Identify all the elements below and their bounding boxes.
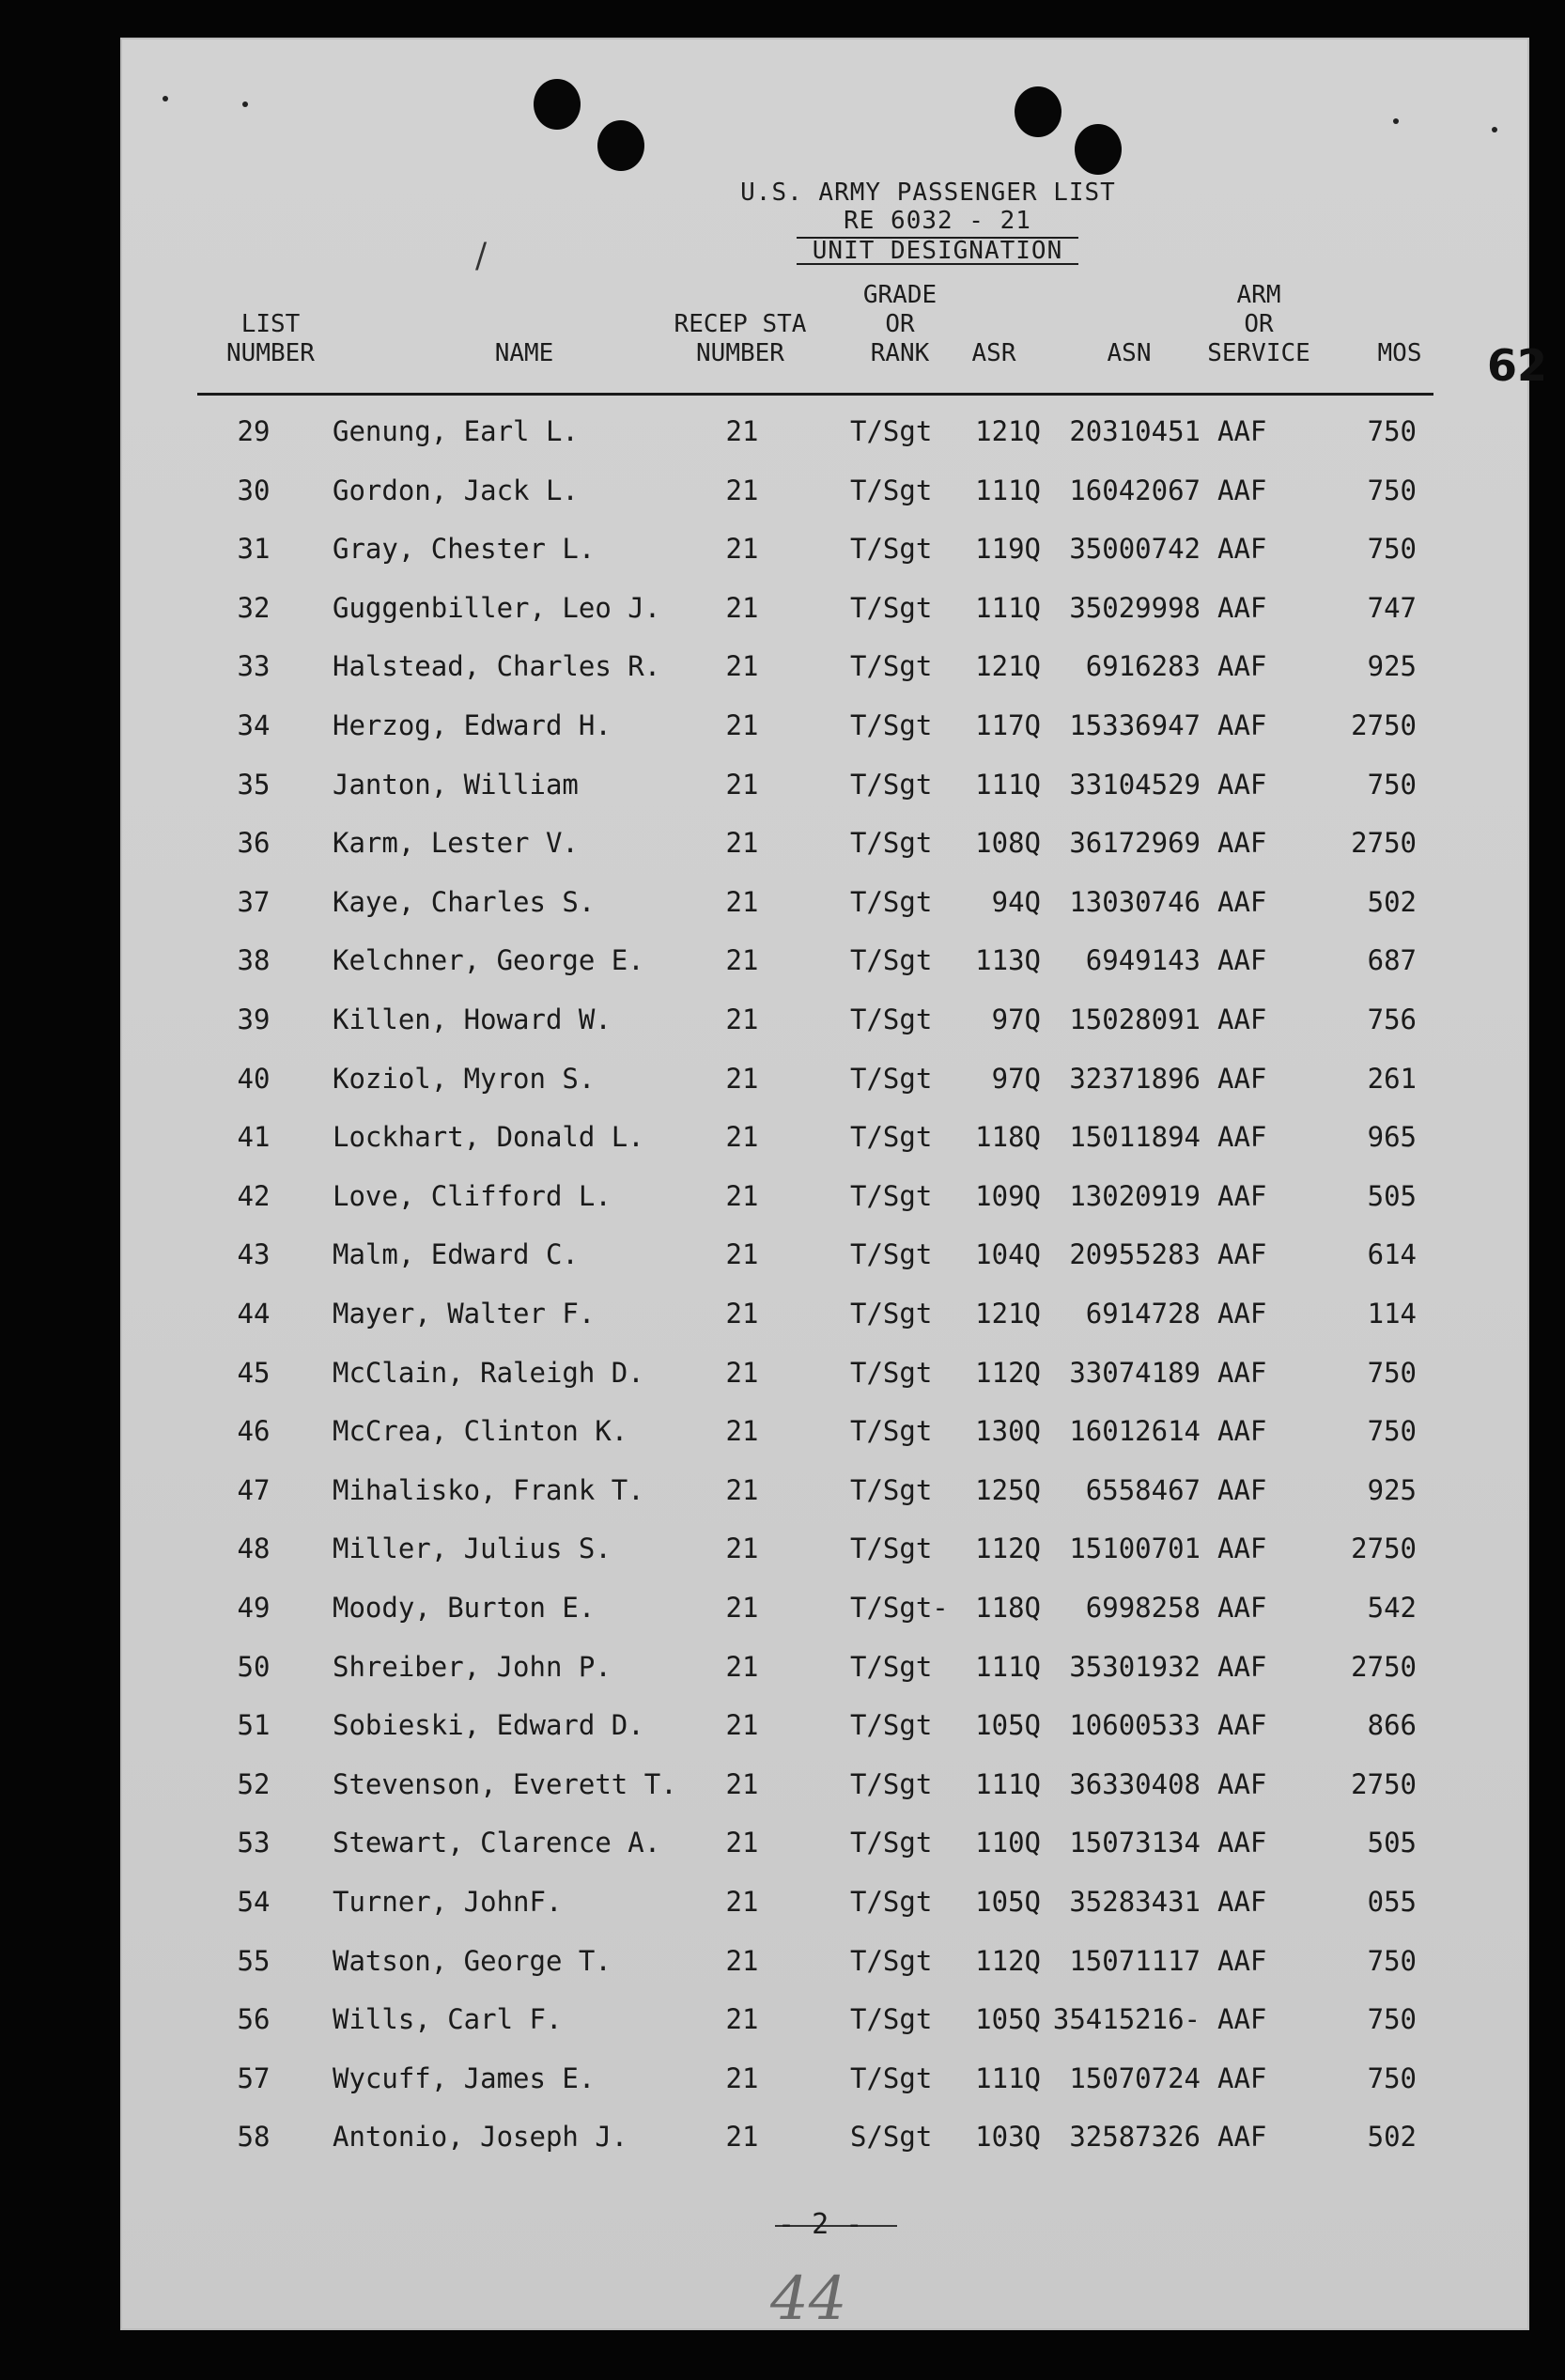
recep-sta-cell: 21 [725,533,759,566]
asr-cell: 111Q [975,768,1041,801]
recep-sta-cell: 21 [725,1003,759,1035]
asr-cell: 112Q [975,1356,1041,1389]
name-cell: McCrea, Clinton K. [333,1415,628,1448]
list-number-cell: 35 [237,768,271,801]
mos-cell: 750 [1367,1356,1417,1389]
list-number-cell: 33 [237,650,271,683]
mos-cell: 750 [1367,1944,1417,1977]
grade-cell: T/Sgt [850,1944,933,1977]
speck [163,96,168,101]
arm-cell: AAF [1217,1650,1267,1683]
arm-cell: AAF [1217,1003,1267,1035]
asn-cell: 6558467 [1085,1473,1201,1506]
arm-cell: AAF [1217,2121,1267,2154]
list-number-cell: 47 [237,1473,271,1506]
mos-cell: 866 [1367,1709,1417,1742]
list-number-cell: 32 [237,591,271,624]
name-cell: Watson, George T. [333,1944,612,1977]
table-row [120,1532,1529,1591]
table-row [120,2003,1529,2061]
arm-cell: AAF [1217,1415,1267,1448]
list-number-cell: 57 [237,2061,271,2094]
mos-cell: 750 [1367,533,1417,566]
list-number-cell: 37 [237,885,271,918]
grade-cell: T/Sgt [850,1827,933,1859]
arm-cell: AAF [1217,1709,1267,1742]
recep-sta-cell: 21 [725,1592,759,1624]
grade-cell: T/Sgt [850,1298,933,1330]
grade-cell: T/Sgt [850,2061,933,2094]
recep-sta-cell: 21 [725,827,759,860]
mos-cell: 750 [1367,2061,1417,2094]
grade-cell: T/Sgt [850,944,933,977]
mos-cell: 502 [1367,885,1417,918]
asn-cell: 35301932 [1069,1650,1201,1683]
list-number-cell: 44 [237,1298,271,1330]
recep-sta-cell: 21 [725,1944,759,1977]
arm-cell: AAF [1217,1886,1267,1918]
punch-hole [1015,86,1061,137]
asr-cell: 111Q [975,2061,1041,2094]
speck [1492,127,1497,132]
recep-sta-cell: 21 [725,2003,759,2036]
grade-cell: T/Sgt [850,474,933,506]
list-number-cell: 42 [237,1179,271,1212]
asr-cell: 110Q [975,1827,1041,1859]
mos-cell: 505 [1367,1179,1417,1212]
recep-sta-cell: 21 [725,2061,759,2094]
table-row [120,827,1529,885]
table-row [120,769,1529,827]
name-cell: Mihalisko, Frank T. [333,1473,644,1506]
grade-cell: T/Sgt [850,415,933,447]
name-cell: Halstead, Charles R. [333,650,661,683]
table-row [120,650,1529,708]
grade-cell: T/Sgt [850,1238,933,1271]
asr-cell: 130Q [975,1415,1041,1448]
list-number-cell: 53 [237,1827,271,1859]
recep-sta-cell: 21 [725,1356,759,1389]
table-row [120,1474,1529,1532]
asr-cell: 105Q [975,1709,1041,1742]
grade-cell: T/Sgt [850,1886,933,1918]
mos-cell: 750 [1367,1415,1417,1448]
recep-sta-cell: 21 [725,1062,759,1095]
arm-cell: AAF [1217,1532,1267,1565]
asr-cell: 111Q [975,591,1041,624]
table-row [120,2062,1529,2121]
list-number-cell: 31 [237,533,271,566]
mos-cell: 502 [1367,2121,1417,2154]
col-name: NAME [494,339,554,367]
asn-cell: 35029998 [1069,591,1201,624]
grade-cell: T/Sgt [850,2003,933,2036]
asn-cell: 15336947 [1069,709,1201,741]
list-number-cell: 30 [237,474,271,506]
name-cell: Miller, Julius S. [333,1532,612,1565]
recep-sta-cell: 21 [725,944,759,977]
recep-sta-cell: 21 [725,1709,759,1742]
list-number-cell: 51 [237,1709,271,1742]
recep-sta-cell: 21 [725,1298,759,1330]
asn-cell: 15028091 [1069,1003,1201,1035]
asn-cell: 6914728 [1085,1298,1201,1330]
asn-cell: 15100701 [1069,1532,1201,1565]
arm-cell: AAF [1217,1356,1267,1389]
col-list-number: LIST NUMBER [226,310,315,367]
grade-cell: T/Sgt [850,1709,933,1742]
arm-cell: AAF [1217,768,1267,801]
recep-sta-cell: 21 [725,1179,759,1212]
recep-sta-cell: 21 [725,415,759,447]
asr-cell: 103Q [975,2121,1041,2154]
recep-sta-cell: 21 [725,2121,759,2154]
asn-cell: 16042067 [1069,474,1201,506]
arm-cell: AAF [1217,650,1267,683]
asr-cell: 94Q [991,885,1041,918]
asr-cell: 105Q [975,2003,1041,2036]
arm-cell: AAF [1217,1121,1267,1154]
recep-sta-cell: 21 [725,1767,759,1800]
table-row [120,709,1529,768]
table-row [120,1357,1529,1415]
asr-cell: 111Q [975,474,1041,506]
table-row [120,474,1529,533]
arm-cell: AAF [1217,1944,1267,1977]
arm-cell: AAF [1217,591,1267,624]
mos-cell: 965 [1367,1121,1417,1154]
name-cell: Herzog, Edward H. [333,709,612,741]
grade-cell: T/Sgt [850,1767,933,1800]
re-number: RE 6032 - 21 [844,207,1031,235]
list-number-cell: 46 [237,1415,271,1448]
col-arm: ARM OR SERVICE [1207,281,1310,367]
grade-cell: T/Sgt [850,709,933,741]
asn-cell: 20955283 [1069,1238,1201,1271]
list-number-cell: 45 [237,1356,271,1389]
grade-cell: T/Sgt [850,1650,933,1683]
unit-designation: UNIT DESIGNATION [797,237,1078,265]
grade-cell: T/Sgt [850,885,933,918]
name-cell: Stewart, Clarence A. [333,1827,661,1859]
list-number-cell: 39 [237,1003,271,1035]
mos-cell: 747 [1367,591,1417,624]
recep-sta-cell: 21 [725,768,759,801]
recep-sta-cell: 21 [725,1121,759,1154]
list-number-cell: 38 [237,944,271,977]
grade-cell: T/Sgt [850,1062,933,1095]
name-cell: Janton, William [333,768,579,801]
arm-cell: AAF [1217,1062,1267,1095]
asn-cell: 20310451 [1069,415,1201,447]
asn-cell: 32371896 [1069,1062,1201,1095]
asn-cell: 35000742 [1069,533,1201,566]
list-number-cell: 48 [237,1532,271,1565]
grade-cell: T/Sgt [850,650,933,683]
asn-cell: 33104529 [1069,768,1201,801]
col-asr: ASR [971,339,1016,367]
recep-sta-cell: 21 [725,1886,759,1918]
speck [242,101,248,107]
mos-cell: 2750 [1351,827,1417,860]
recep-sta-cell: 21 [725,591,759,624]
table-row [120,1709,1529,1767]
name-cell: Kelchner, George E. [333,944,644,977]
table-row [120,886,1529,944]
arm-cell: AAF [1217,944,1267,977]
arm-cell: AAF [1217,2061,1267,2094]
name-cell: Malm, Edward C. [333,1238,579,1271]
table-row [120,1003,1529,1062]
asn-cell: 32587326 [1069,2121,1201,2154]
asn-cell: 35283431 [1069,1886,1201,1918]
list-number-cell: 34 [237,709,271,741]
mos-cell: 542 [1367,1592,1417,1624]
punch-hole [534,79,581,130]
table-row [120,1121,1529,1179]
asr-cell: 97Q [991,1062,1041,1095]
name-cell: Shreiber, John P. [333,1650,612,1683]
asn-cell: 6916283 [1085,650,1201,683]
mos-cell: 2750 [1351,1767,1417,1800]
arm-cell: AAF [1217,1473,1267,1506]
mos-cell: 2750 [1351,1650,1417,1683]
arm-cell: AAF [1217,2003,1267,2036]
arm-cell: AAF [1217,1592,1267,1624]
arm-cell: AAF [1217,827,1267,860]
table-row [120,944,1529,1003]
asr-cell: 119Q [975,533,1041,566]
asn-cell: 6949143 [1085,944,1201,977]
table-row [120,1768,1529,1827]
list-number-cell: 54 [237,1886,271,1918]
table-row [120,1298,1529,1356]
asr-cell: 108Q [975,827,1041,860]
name-cell: Genung, Earl L. [333,415,579,447]
asr-cell: 118Q [975,1592,1041,1624]
grade-cell: T/Sgt [850,1473,933,1506]
asr-cell: 112Q [975,1532,1041,1565]
name-cell: Kaye, Charles S. [333,885,596,918]
name-cell: Gordon, Jack L. [333,474,579,506]
name-cell: Turner, JohnF. [333,1886,563,1918]
grade-cell: T/Sgt [850,1415,933,1448]
name-cell: McClain, Raleigh D. [333,1356,644,1389]
col-mos: MOS [1377,339,1422,367]
asn-cell: 15071117 [1069,1944,1201,1977]
name-cell: Gray, Chester L. [333,533,596,566]
speck [1393,118,1399,124]
list-number-cell: 58 [237,2121,271,2154]
list-number-cell: 43 [237,1238,271,1271]
asn-cell: 15011894 [1069,1121,1201,1154]
arm-cell: AAF [1217,1827,1267,1859]
name-cell: Stevenson, Everett T. [333,1767,677,1800]
grade-cell: T/Sgt- [850,1592,949,1624]
mos-cell: 261 [1367,1062,1417,1095]
arm-cell: AAF [1217,474,1267,506]
asn-cell: 33074189 [1069,1356,1201,1389]
name-cell: Mayer, Walter F. [333,1298,596,1330]
mos-cell: 687 [1367,944,1417,977]
grade-cell: T/Sgt [850,1003,933,1035]
asn-cell: 36172969 [1069,827,1201,860]
list-number-cell: 52 [237,1767,271,1800]
asr-cell: 97Q [991,1003,1041,1035]
document-page [120,38,1548,2334]
recep-sta-cell: 21 [725,650,759,683]
name-cell: Antonio, Joseph J. [333,2121,628,2154]
asn-cell: 13030746 [1069,885,1201,918]
header-rule [197,393,1433,396]
list-number-cell: 29 [237,415,271,447]
name-cell: Wycuff, James E. [333,2061,596,2094]
recep-sta-cell: 21 [725,1532,759,1565]
mos-cell: 925 [1367,1473,1417,1506]
mos-cell: 614 [1367,1238,1417,1271]
col-recep-sta: RECEP STA NUMBER [674,310,807,367]
table-row [120,2121,1529,2179]
list-number-cell: 55 [237,1944,271,1977]
grade-cell: T/Sgt [850,1356,933,1389]
arm-cell: AAF [1217,1767,1267,1800]
list-number-cell: 50 [237,1650,271,1683]
name-cell: Lockhart, Donald L. [333,1121,644,1154]
name-cell: Killen, Howard W. [333,1003,612,1035]
table-row [120,1063,1529,1121]
asn-cell: 16012614 [1069,1415,1201,1448]
grade-cell: T/Sgt [850,533,933,566]
arm-cell: AAF [1217,709,1267,741]
punch-hole [597,120,644,171]
table-row [120,1415,1529,1473]
col-asn: ASN [1107,339,1152,367]
mos-cell: 750 [1367,768,1417,801]
asn-cell: 6998258 [1085,1592,1201,1624]
arm-cell: AAF [1217,1179,1267,1212]
asr-cell: 105Q [975,1886,1041,1918]
asr-cell: 113Q [975,944,1041,977]
list-number-cell: 40 [237,1062,271,1095]
recep-sta-cell: 21 [725,709,759,741]
mos-cell: 505 [1367,1827,1417,1859]
grade-cell: T/Sgt [850,591,933,624]
mos-cell: 750 [1367,2003,1417,2036]
name-cell: Moody, Burton E. [333,1592,596,1624]
asn-cell: 36330408 [1069,1767,1201,1800]
asr-cell: 125Q [975,1473,1041,1506]
table-row [120,1180,1529,1238]
list-number-cell: 36 [237,827,271,860]
margin-mark: / [475,237,488,275]
page-stamp: 62 [1487,340,1548,391]
table-row [120,1945,1529,2003]
name-cell: Wills, Carl F. [333,2003,563,2036]
mos-cell: 055 [1367,1886,1417,1918]
recep-sta-cell: 21 [725,885,759,918]
name-cell: Guggenbiller, Leo J. [333,591,661,624]
grade-cell: T/Sgt [850,1121,933,1154]
asn-cell: 15070724 [1069,2061,1201,2094]
recep-sta-cell: 21 [725,1238,759,1271]
list-number-cell: 56 [237,2003,271,2036]
recep-sta-cell: 21 [725,1415,759,1448]
asr-cell: 121Q [975,415,1041,447]
arm-cell: AAF [1217,415,1267,447]
punch-hole [1075,124,1122,175]
name-cell: Karm, Lester V. [333,827,579,860]
table-row [120,1827,1529,1885]
list-title: U.S. ARMY PASSENGER LIST [740,179,1116,207]
mos-cell: 2750 [1351,709,1417,741]
name-cell: Love, Clifford L. [333,1179,612,1212]
mos-cell: 750 [1367,474,1417,506]
asr-cell: 111Q [975,1767,1041,1800]
table-row [120,1886,1529,1944]
table-row [120,533,1529,591]
asn-cell: 15073134 [1069,1827,1201,1859]
asr-cell: 111Q [975,1650,1041,1683]
arm-cell: AAF [1217,885,1267,918]
mos-cell: 756 [1367,1003,1417,1035]
asr-cell: 121Q [975,1298,1041,1330]
recep-sta-cell: 21 [725,1827,759,1859]
mos-cell: 2750 [1351,1532,1417,1565]
mos-cell: 925 [1367,650,1417,683]
asn-cell: 10600533 [1069,1709,1201,1742]
name-cell: Koziol, Myron S. [333,1062,596,1095]
grade-cell: S/Sgt [850,2121,933,2154]
arm-cell: AAF [1217,1238,1267,1271]
asr-cell: 117Q [975,709,1041,741]
list-number-cell: 49 [237,1592,271,1624]
asr-cell: 112Q [975,1944,1041,1977]
table-row [120,1238,1529,1297]
grade-cell: T/Sgt [850,827,933,860]
name-cell: Sobieski, Edward D. [333,1709,644,1742]
asr-cell: 109Q [975,1179,1041,1212]
grade-cell: T/Sgt [850,768,933,801]
recep-sta-cell: 21 [725,1650,759,1683]
table-row [120,415,1529,474]
recep-sta-cell: 21 [725,474,759,506]
recep-sta-cell: 21 [725,1473,759,1506]
table-row [120,1592,1529,1650]
asr-cell: 104Q [975,1238,1041,1271]
list-number-cell: 41 [237,1121,271,1154]
grade-cell: T/Sgt [850,1179,933,1212]
arm-cell: AAF [1217,533,1267,566]
asn-cell: 13020919 [1069,1179,1201,1212]
page-number: - 2 - [778,2208,863,2241]
handwritten-note: 44 [770,2264,847,2334]
asn-cell: 35415216- [1052,2003,1201,2036]
table-row [120,592,1529,650]
col-grade: GRADE OR RANK [862,281,937,367]
arm-cell: AAF [1217,1298,1267,1330]
mos-cell: 114 [1367,1298,1417,1330]
table-row [120,1651,1529,1709]
asr-cell: 118Q [975,1121,1041,1154]
grade-cell: T/Sgt [850,1532,933,1565]
asr-cell: 121Q [975,650,1041,683]
mos-cell: 750 [1367,415,1417,447]
